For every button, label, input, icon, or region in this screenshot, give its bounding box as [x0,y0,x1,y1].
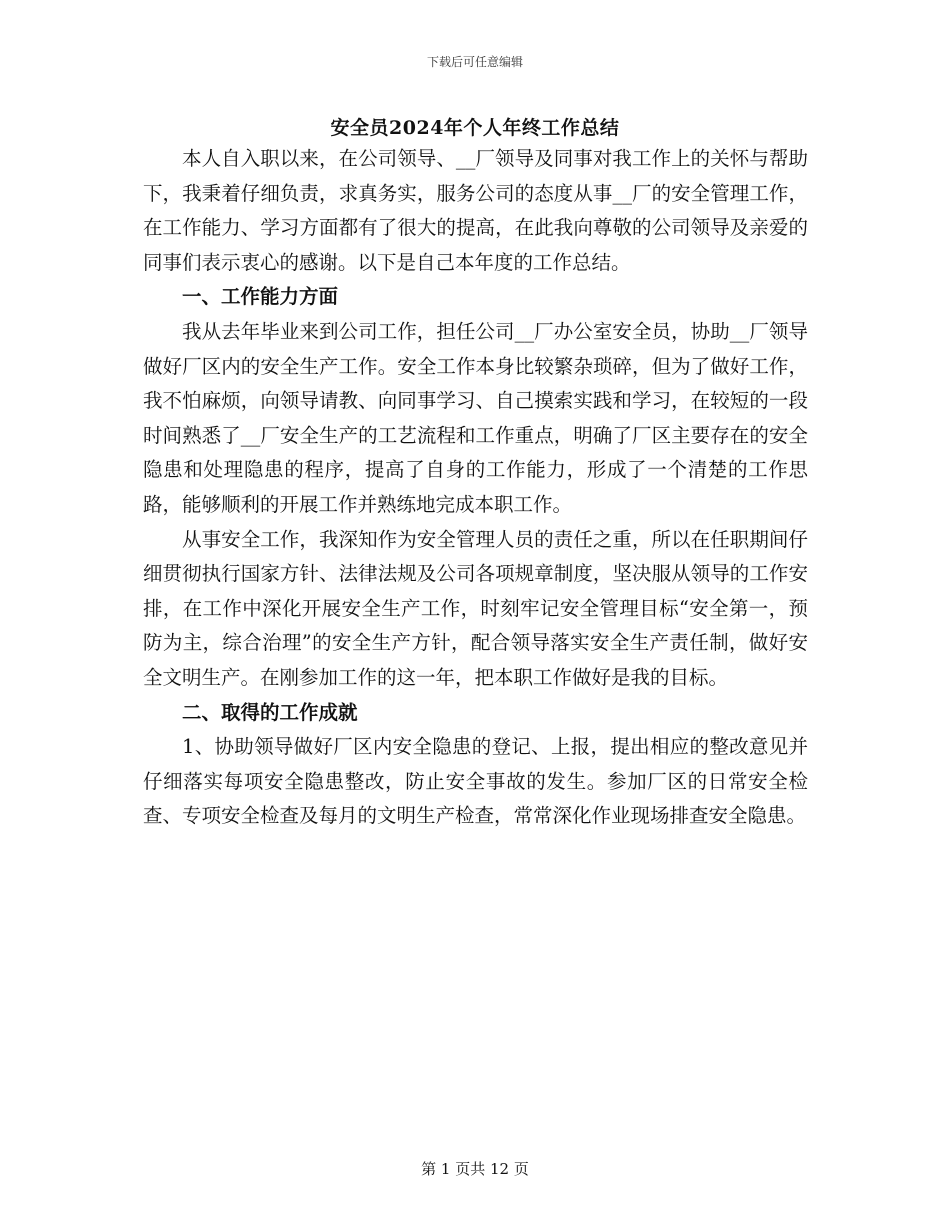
document-body [143,142,808,834]
page-number: 第 1 页共 12 页 [421,1160,529,1178]
paragraph-responsibility: 从事安全工作，我深知作为安全管理人员的责任之重，所以在任职期间仔细贯彻执行国家方针、法律法规及公司各项规章制度，坚决服从领导的工作安排，在工作中深化开展安全生产工作，时刻牢记安全管理目标“安全第一，预防为主，综合治理”的安全生产方针，配合领导落实安全生产责任制，做好安全文明生产。在刚参加工作的这一年，把本职工作做好是我的目标。 [143,527,808,689]
paragraph-ability: 我从去年毕业来到公司工作，担任公司__厂办公室安全员，协助__厂领导做好厂区内的安全生产工作。安全工作本身比较繁杂琐碎，但为了做好工作，我不怕麻烦，向领导请教、向同事学习、自己摸索实践和学习，在较短的一段时间熟悉了__厂安全生产的工艺流程和工作重点，明确了厂区主要存在的安全隐患和处理隐患的程序，提高了自身的工作能力，形成了一个清楚的工作思路，能够顺利的开展工作并熟练地完成本职工作。 [143,319,808,516]
paragraph-achievement-1: 1、协助领导做好厂区内安全隐患的登记、上报，提出相应的整改意见并仔细落实每项安全隐患整改，防止安全事故的发生。参加厂区的日常安全检查、专项安全检查及每月的文明生产检查，常常深化作业现场排查安全隐患。 [143,735,808,828]
paragraph-intro: 本人自入职以来，在公司领导、__厂领导及同事对我工作上的关怀与帮助下，我秉着仔细负责，求真务实，服务公司的态度从事__厂的安全管理工作，在工作能力、学习方面都有了很大的提高，在此我向尊敬的公司领导及亲爱的同事们表示衷心的感谢。以下是自己本年度的工作总结。 [143,147,808,274]
document-title: 安全员2024年个人年终工作总结 [330,117,620,139]
header-note: 下载后可任意编辑 [426,55,523,69]
section-heading-achievements: 二、取得的工作成就 [182,700,358,724]
section-heading-ability: 一、工作能力方面 [182,285,339,309]
